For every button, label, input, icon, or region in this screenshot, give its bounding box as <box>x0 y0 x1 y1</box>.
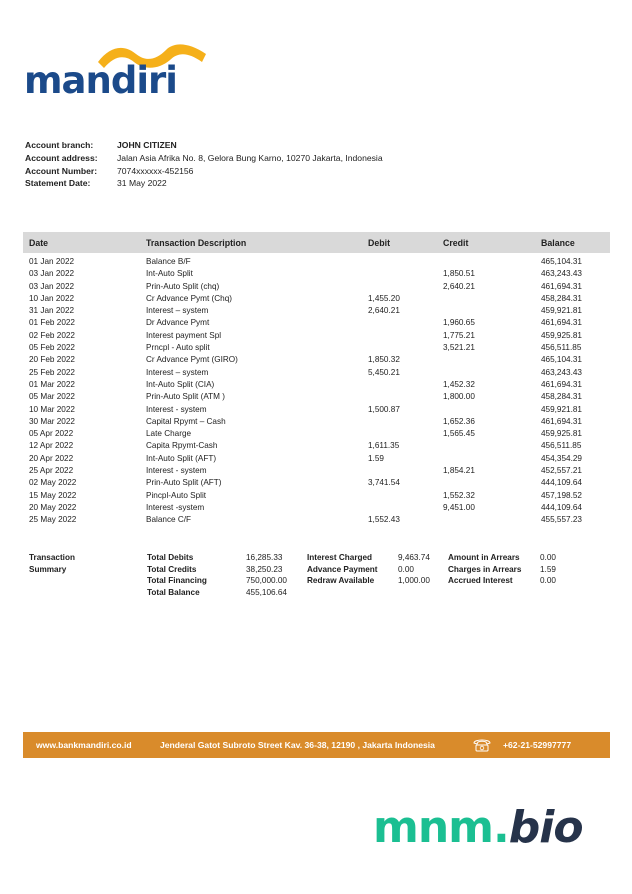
account-branch-row <box>25 139 383 152</box>
watermark-part1: mnm. <box>373 802 509 853</box>
cell-credit: 1,552.32 <box>443 490 475 500</box>
cell-description: Int-Auto Split (CIA) <box>146 379 215 389</box>
account-number-label: Account Number: <box>25 165 98 176</box>
cell-debit <box>362 428 437 440</box>
cell-description: Interest – system <box>146 367 209 377</box>
redraw-available-label: Redraw Available <box>307 576 375 586</box>
cell-date: 20 May 2022 <box>29 502 77 512</box>
bank-name: mandiri <box>24 59 177 102</box>
advance-payment-label: Advance Payment <box>307 564 378 574</box>
cell-date: 05 Feb 2022 <box>29 343 75 353</box>
table-body <box>23 253 610 527</box>
interest-charged-label: Interest Charged <box>307 553 373 562</box>
cell-balance: 463,243.43 <box>541 269 582 279</box>
table-row <box>23 354 610 366</box>
cell-debit <box>362 317 437 329</box>
cell-balance: 465,104.31 <box>541 257 582 266</box>
table-row <box>23 305 610 317</box>
account-number-row <box>25 165 383 178</box>
cell-debit: 1,611.35 <box>368 441 400 451</box>
cell-debit: 1,552.43 <box>368 515 400 525</box>
cell-date: 10 Jan 2022 <box>29 293 75 303</box>
bank-logo <box>24 40 184 104</box>
amount-in-arrears-label: Amount in Arrears <box>448 553 520 562</box>
statement-date-value: 31 May 2022 <box>117 178 167 189</box>
total-credits-value: 38,250.23 <box>246 564 283 574</box>
table-row <box>23 514 610 526</box>
cell-description: Interest -system <box>146 502 205 512</box>
cell-credit <box>437 514 535 526</box>
cell-debit <box>362 342 437 354</box>
cell-balance: 456,511.85 <box>541 343 582 353</box>
interest-values <box>398 552 430 587</box>
cell-credit <box>437 354 535 366</box>
cell-description: Prin-Auto Split (chq) <box>146 281 220 291</box>
cell-description: Pincpl-Auto Split <box>146 490 207 500</box>
statement-date-row <box>25 177 383 190</box>
cell-description: Int-Auto Split (AFT) <box>146 453 217 463</box>
table-row <box>23 490 610 502</box>
cell-debit <box>362 379 437 391</box>
total-credits-label: Total Credits <box>147 564 197 574</box>
header-description: Transaction Description <box>146 237 247 248</box>
cell-date: 12 Apr 2022 <box>29 441 74 451</box>
footer-phone: +62-21-52997777 <box>503 740 572 750</box>
cell-balance: 463,243.43 <box>541 367 582 377</box>
cell-debit: 1,455.20 <box>368 293 400 303</box>
cell-description: Interest - system <box>146 404 207 414</box>
watermark-part2: bio <box>508 802 583 853</box>
cell-debit <box>362 281 437 293</box>
amount-in-arrears-value: 0.00 <box>540 553 556 562</box>
cell-credit: 9,451.00 <box>443 502 475 512</box>
cell-balance: 455,557.23 <box>541 515 582 525</box>
cell-debit <box>362 330 437 342</box>
cell-date: 30 Mar 2022 <box>29 416 75 426</box>
cell-date: 02 May 2022 <box>29 478 77 488</box>
cell-balance: 461,694.31 <box>541 416 582 426</box>
header-credit: Credit <box>443 237 469 248</box>
account-details <box>25 139 383 190</box>
cell-credit <box>437 440 535 452</box>
footer-address: Jenderal Gatot Subroto Street Kav. 36-38, 12190 , Jakarta Indonesia <box>160 740 435 750</box>
table-row <box>23 502 610 514</box>
cell-date: 01 Jan 2022 <box>29 257 75 266</box>
table-row <box>23 342 610 354</box>
cell-date: 01 Feb 2022 <box>29 318 75 328</box>
cell-debit <box>362 465 437 477</box>
total-balance-label: Total Balance <box>147 588 200 598</box>
accrued-interest-value: 0.00 <box>540 576 556 586</box>
cell-date: 01 Mar 2022 <box>29 379 75 389</box>
cell-balance: 461,694.31 <box>541 318 582 328</box>
header-debit: Debit <box>368 237 390 248</box>
table-header <box>23 232 610 253</box>
header-date: Date <box>29 237 49 248</box>
cell-description: Prin-Auto Split (AFT) <box>146 478 222 488</box>
cell-description: Balance B/F <box>146 257 191 266</box>
cell-description: Interest – system <box>146 306 209 316</box>
cell-date: 15 May 2022 <box>29 490 77 500</box>
cell-credit: 3,521.21 <box>443 343 475 353</box>
cell-credit <box>437 367 535 379</box>
cell-balance: 457,198.52 <box>541 490 582 500</box>
cell-date: 02 Feb 2022 <box>29 330 75 340</box>
cell-credit: 1,565.45 <box>443 429 475 439</box>
totals-values <box>246 552 287 599</box>
totals-labels <box>147 552 207 599</box>
cell-balance: 465,104.31 <box>541 355 582 365</box>
statement-date-label: Statement Date: <box>25 178 91 189</box>
table-row <box>23 477 610 489</box>
cell-credit <box>437 305 535 317</box>
cell-credit: 1,960.65 <box>443 318 475 328</box>
cell-debit: 3,741.54 <box>368 478 400 488</box>
cell-date: 03 Jan 2022 <box>29 281 75 291</box>
cell-date: 25 Apr 2022 <box>29 466 74 476</box>
table-row <box>23 465 610 477</box>
cell-debit <box>362 416 437 428</box>
redraw-available-value: 1,000.00 <box>398 576 430 586</box>
cell-date: 20 Apr 2022 <box>29 453 74 463</box>
cell-debit: 1,850.32 <box>368 355 400 365</box>
table-row <box>23 416 610 428</box>
total-balance-value: 455,106.64 <box>246 588 287 598</box>
cell-description: Prncpl - Auto split <box>146 343 210 353</box>
cell-balance: 444,109.64 <box>541 502 582 512</box>
advance-payment-value: 0.00 <box>398 564 414 574</box>
table-row <box>23 404 610 416</box>
cell-balance: 459,921.81 <box>541 404 582 414</box>
cell-debit: 1.59 <box>368 453 384 463</box>
cell-description: Dr Advance Pymt <box>146 318 210 328</box>
cell-credit <box>437 256 535 268</box>
table-row <box>23 453 610 465</box>
cell-credit: 1,452.32 <box>443 379 475 389</box>
telephone-icon <box>472 737 492 755</box>
footer-website-link[interactable]: www.bankmandiri.co.id <box>36 740 132 750</box>
cell-date: 25 May 2022 <box>29 515 77 525</box>
header-balance: Balance <box>541 237 575 248</box>
table-row <box>23 256 610 268</box>
total-financing-label: Total Financing <box>147 576 207 586</box>
cell-balance: 459,921.81 <box>541 306 582 316</box>
cell-balance: 444,109.64 <box>541 478 582 488</box>
account-address-row <box>25 152 383 165</box>
account-address-label: Account address: <box>25 152 98 163</box>
interest-charged-value: 9,463.74 <box>398 553 430 562</box>
charges-in-arrears-value: 1.59 <box>540 564 556 574</box>
cell-balance: 458,284.31 <box>541 293 582 303</box>
cell-credit <box>437 477 535 489</box>
table-row <box>23 268 610 280</box>
cell-description: Capita Rpymt-Cash <box>146 441 218 451</box>
interest-labels <box>307 552 378 587</box>
cell-date: 25 Feb 2022 <box>29 367 75 377</box>
cell-credit <box>437 453 535 465</box>
cell-description: Late Charge <box>146 429 192 439</box>
summary-title <box>29 552 75 575</box>
cell-balance: 454,354.29 <box>541 453 582 463</box>
cell-credit: 1,854.21 <box>443 466 475 476</box>
table-row <box>23 281 610 293</box>
cell-credit <box>437 293 535 305</box>
watermark-logo <box>373 802 583 853</box>
cell-balance: 459,925.81 <box>541 330 582 340</box>
summary-title-line1: Transaction <box>29 553 75 562</box>
total-debits-value: 16,285.33 <box>246 553 283 562</box>
table-row <box>23 317 610 329</box>
cell-date: 20 Feb 2022 <box>29 355 75 365</box>
table-row <box>23 428 610 440</box>
cell-debit: 5,450.21 <box>368 367 400 377</box>
cell-description: Capital Rpymt – Cash <box>146 416 226 426</box>
table-row <box>23 379 610 391</box>
table-row <box>23 391 610 403</box>
table-row <box>23 367 610 379</box>
cell-balance: 452,557.21 <box>541 466 582 476</box>
cell-balance: 459,925.81 <box>541 429 582 439</box>
account-address-value: Jalan Asia Afrika No. 8, Gelora Bung Karno, 10270 Jakarta, Indonesia <box>117 152 383 163</box>
account-branch-value: JOHN CITIZEN <box>117 140 177 150</box>
cell-credit: 1,800.00 <box>443 392 475 402</box>
cell-debit <box>362 256 437 268</box>
arrears-labels <box>448 552 521 587</box>
table-row <box>23 293 610 305</box>
total-financing-value: 750,000.00 <box>246 576 287 586</box>
accrued-interest-label: Accrued Interest <box>448 576 513 586</box>
cell-date: 03 Jan 2022 <box>29 269 75 279</box>
cell-description: Balance C/F <box>146 515 192 525</box>
table-row <box>23 440 610 452</box>
cell-debit: 2,640.21 <box>368 306 400 316</box>
table-row <box>23 330 610 342</box>
cell-date: 05 Apr 2022 <box>29 429 74 439</box>
cell-balance: 461,694.31 <box>541 379 582 389</box>
cell-date: 10 Mar 2022 <box>29 404 75 414</box>
cell-debit <box>362 391 437 403</box>
total-debits-label: Total Debits <box>147 553 194 562</box>
cell-debit: 1,500.87 <box>368 404 400 414</box>
summary-title-line2: Summary <box>29 564 67 574</box>
cell-description: Cr Advance Pymt (Chq) <box>146 293 232 303</box>
cell-balance: 458,284.31 <box>541 392 582 402</box>
cell-date: 05 Mar 2022 <box>29 392 75 402</box>
cell-description: Int-Auto Split <box>146 269 193 279</box>
cell-date: 31 Jan 2022 <box>29 306 75 316</box>
cell-debit <box>362 502 437 514</box>
footer-bar <box>23 732 610 758</box>
cell-credit <box>437 404 535 416</box>
cell-credit: 1,652.36 <box>443 416 475 426</box>
arrears-values <box>540 552 556 587</box>
transaction-table <box>23 232 610 527</box>
cell-description: Interest payment Spl <box>146 330 222 340</box>
account-branch-label: Account branch: <box>25 140 94 150</box>
cell-credit: 2,640.21 <box>443 281 475 291</box>
cell-description: Interest - system <box>146 466 207 476</box>
cell-description: Prin-Auto Split (ATM ) <box>146 392 226 402</box>
cell-balance: 461,694.31 <box>541 281 582 291</box>
cell-credit: 1,850.51 <box>443 269 475 279</box>
account-number-value: 7074xxxxxx-452156 <box>117 165 194 176</box>
cell-debit <box>362 490 437 502</box>
cell-credit: 1,775.21 <box>443 330 475 340</box>
cell-debit <box>362 268 437 280</box>
cell-description: Cr Advance Pymt (GIRO) <box>146 355 238 365</box>
cell-balance: 456,511.85 <box>541 441 582 451</box>
charges-in-arrears-label: Charges in Arrears <box>448 564 522 574</box>
